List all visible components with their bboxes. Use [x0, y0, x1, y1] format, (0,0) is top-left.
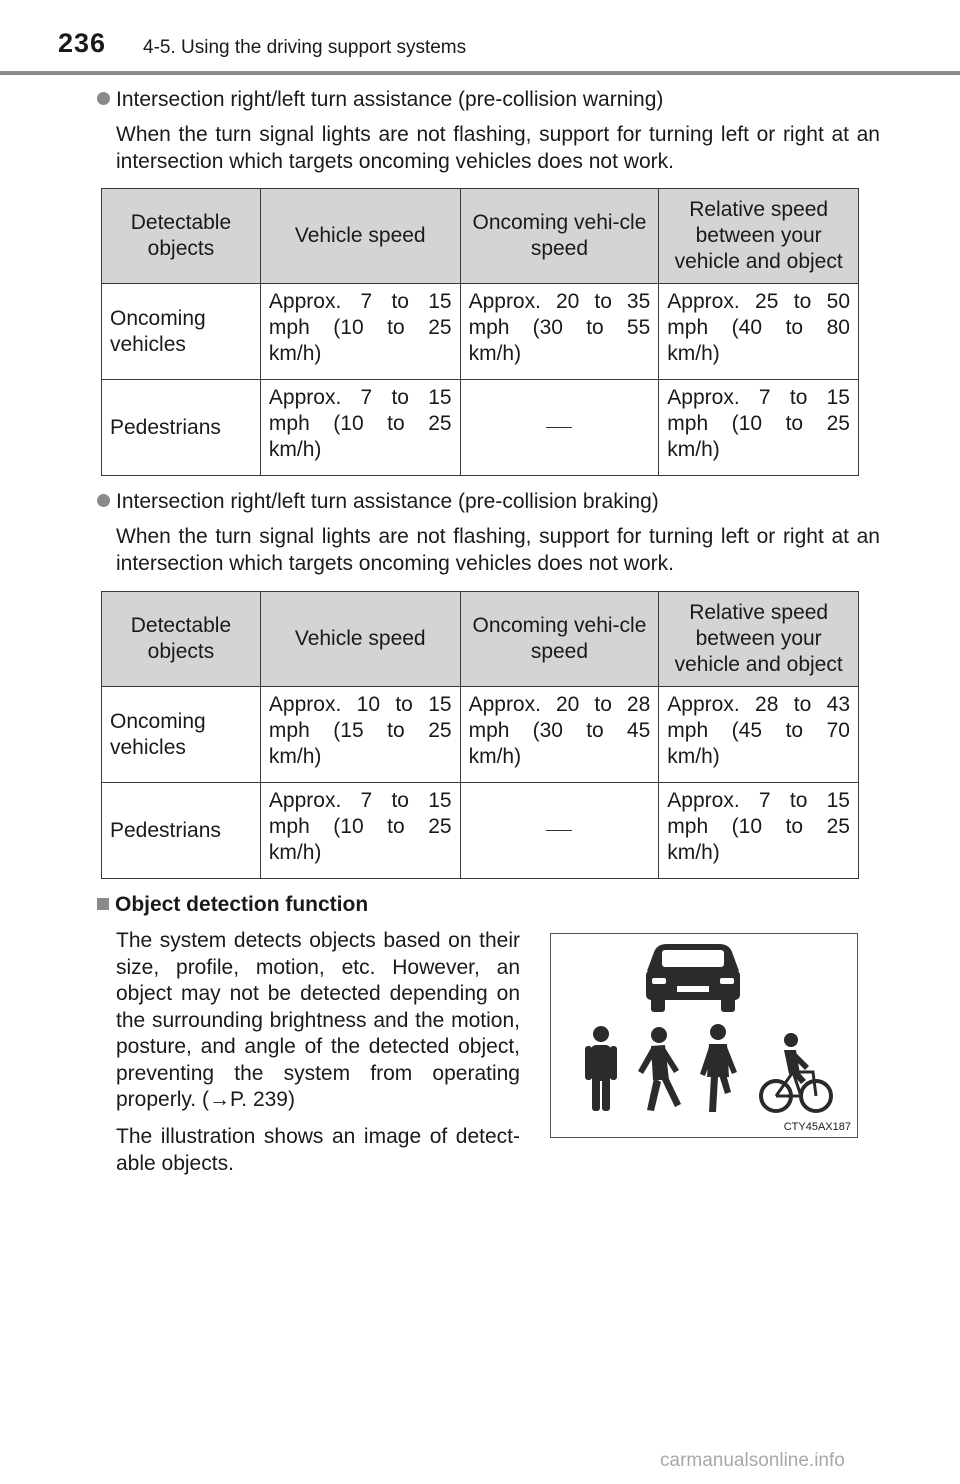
table-cell: Approx. 28 to 43 mph (45 to 70 km/h): [659, 687, 859, 783]
empty-cell: [460, 380, 659, 476]
table-header-row: [102, 189, 859, 284]
column-header: Detectable objects: [102, 189, 261, 284]
braking-bullet-text: Intersection right/left turn assistance (pre-collision braking): [116, 490, 659, 513]
object-detection-text: [116, 928, 520, 1114]
empty-cell: [460, 783, 659, 879]
bicycle-icon: [761, 1033, 831, 1111]
dash-icon: [546, 830, 572, 831]
detectable-objects-figure: [550, 933, 858, 1138]
table-row: [102, 380, 859, 476]
table-cell: Approx. 7 to 15 mph (10 to 25 km/h): [260, 284, 460, 380]
table-cell: Approx. 20 to 28 mph (30 to 45 km/h): [460, 687, 659, 783]
column-header: Oncoming vehi-cle speed: [460, 189, 659, 284]
page-header: [0, 0, 960, 76]
pedestrian-icon: [700, 1024, 737, 1112]
braking-table: [101, 591, 859, 879]
square-bullet-icon: [97, 898, 109, 910]
table-cell: Approx. 25 to 50 mph (40 to 80 km/h): [659, 284, 859, 380]
column-header: Oncoming vehi-cle speed: [460, 592, 659, 687]
column-header: Relative speed between your vehicle and object: [659, 189, 859, 284]
warning-bullet: [97, 88, 663, 112]
table-cell: Approx. 7 to 15 mph (10 to 25 km/h): [659, 783, 859, 879]
page-reference-link[interactable]: P. 239: [229, 1088, 288, 1111]
table-cell: Approx. 7 to 15 mph (10 to 25 km/h): [260, 380, 460, 476]
table-cell: Approx. 20 to 35 mph (30 to 55 km/h): [460, 284, 659, 380]
table-row: [102, 284, 859, 380]
table-header-row: [102, 592, 859, 687]
watermark: carmanualsonline.info: [660, 1450, 845, 1471]
warning-description: When the turn signal lights are not flashing, support for turning left or right at an intersection which targets oncoming vehicles does not work.: [116, 123, 880, 173]
braking-bullet: [97, 490, 659, 514]
bullet-dot-icon: [97, 92, 110, 105]
table-cell: Oncoming vehicles: [102, 284, 261, 380]
standing-pedestrian-icon: [585, 1026, 617, 1111]
figure-illustration: [551, 934, 857, 1137]
table-row: [102, 687, 859, 783]
table-cell: Approx. 10 to 15 mph (15 to 25 km/h): [260, 687, 460, 783]
car-icon: [646, 944, 740, 1012]
table-cell: Oncoming vehicles: [102, 687, 261, 783]
walking-pedestrian-icon: [638, 1027, 681, 1111]
column-header: Vehicle speed: [260, 592, 460, 687]
braking-description: When the turn signal lights are not flashing, support for turning left or right at an intersection which targets oncoming vehicles does not work.: [116, 525, 880, 575]
heading-text: Object detection function: [115, 893, 369, 916]
column-header: Vehicle speed: [260, 189, 460, 284]
object-detection-heading: [97, 893, 368, 917]
warning-bullet-text: Intersection right/left turn assistance (pre-collision warning): [116, 88, 664, 111]
arrow-icon: →: [208, 1088, 230, 1111]
header-rule: [0, 71, 960, 75]
table-row: [102, 783, 859, 879]
page-number: 236: [58, 28, 107, 58]
dash-icon: [546, 427, 572, 428]
table-cell: Approx. 7 to 15 mph (10 to 25 km/h): [659, 380, 859, 476]
paren-close: ): [288, 1088, 295, 1111]
illustration-caption-text: The illustration shows an image of detect-able objects.: [116, 1125, 520, 1175]
column-header: Relative speed between your vehicle and object: [659, 592, 859, 687]
column-header: Detectable objects: [102, 592, 261, 687]
warning-table: [101, 188, 859, 476]
table-cell: Approx. 7 to 15 mph (10 to 25 km/h): [260, 783, 460, 879]
section-title: 4-5. Using the driving support systems: [143, 37, 467, 58]
bullet-dot-icon: [97, 494, 110, 507]
object-detection-paragraph: The system detects objects based on their size, profile, motion, etc. However, an object may not be detected depending on the surrounding brightness and the motion, posture, and angle of the detected object, preventing the system from operating properly. (: [116, 929, 520, 1111]
figure-code: CTY45AX187: [783, 1121, 851, 1133]
table-cell: Pedestrians: [102, 783, 261, 879]
table-cell: Pedestrians: [102, 380, 261, 476]
